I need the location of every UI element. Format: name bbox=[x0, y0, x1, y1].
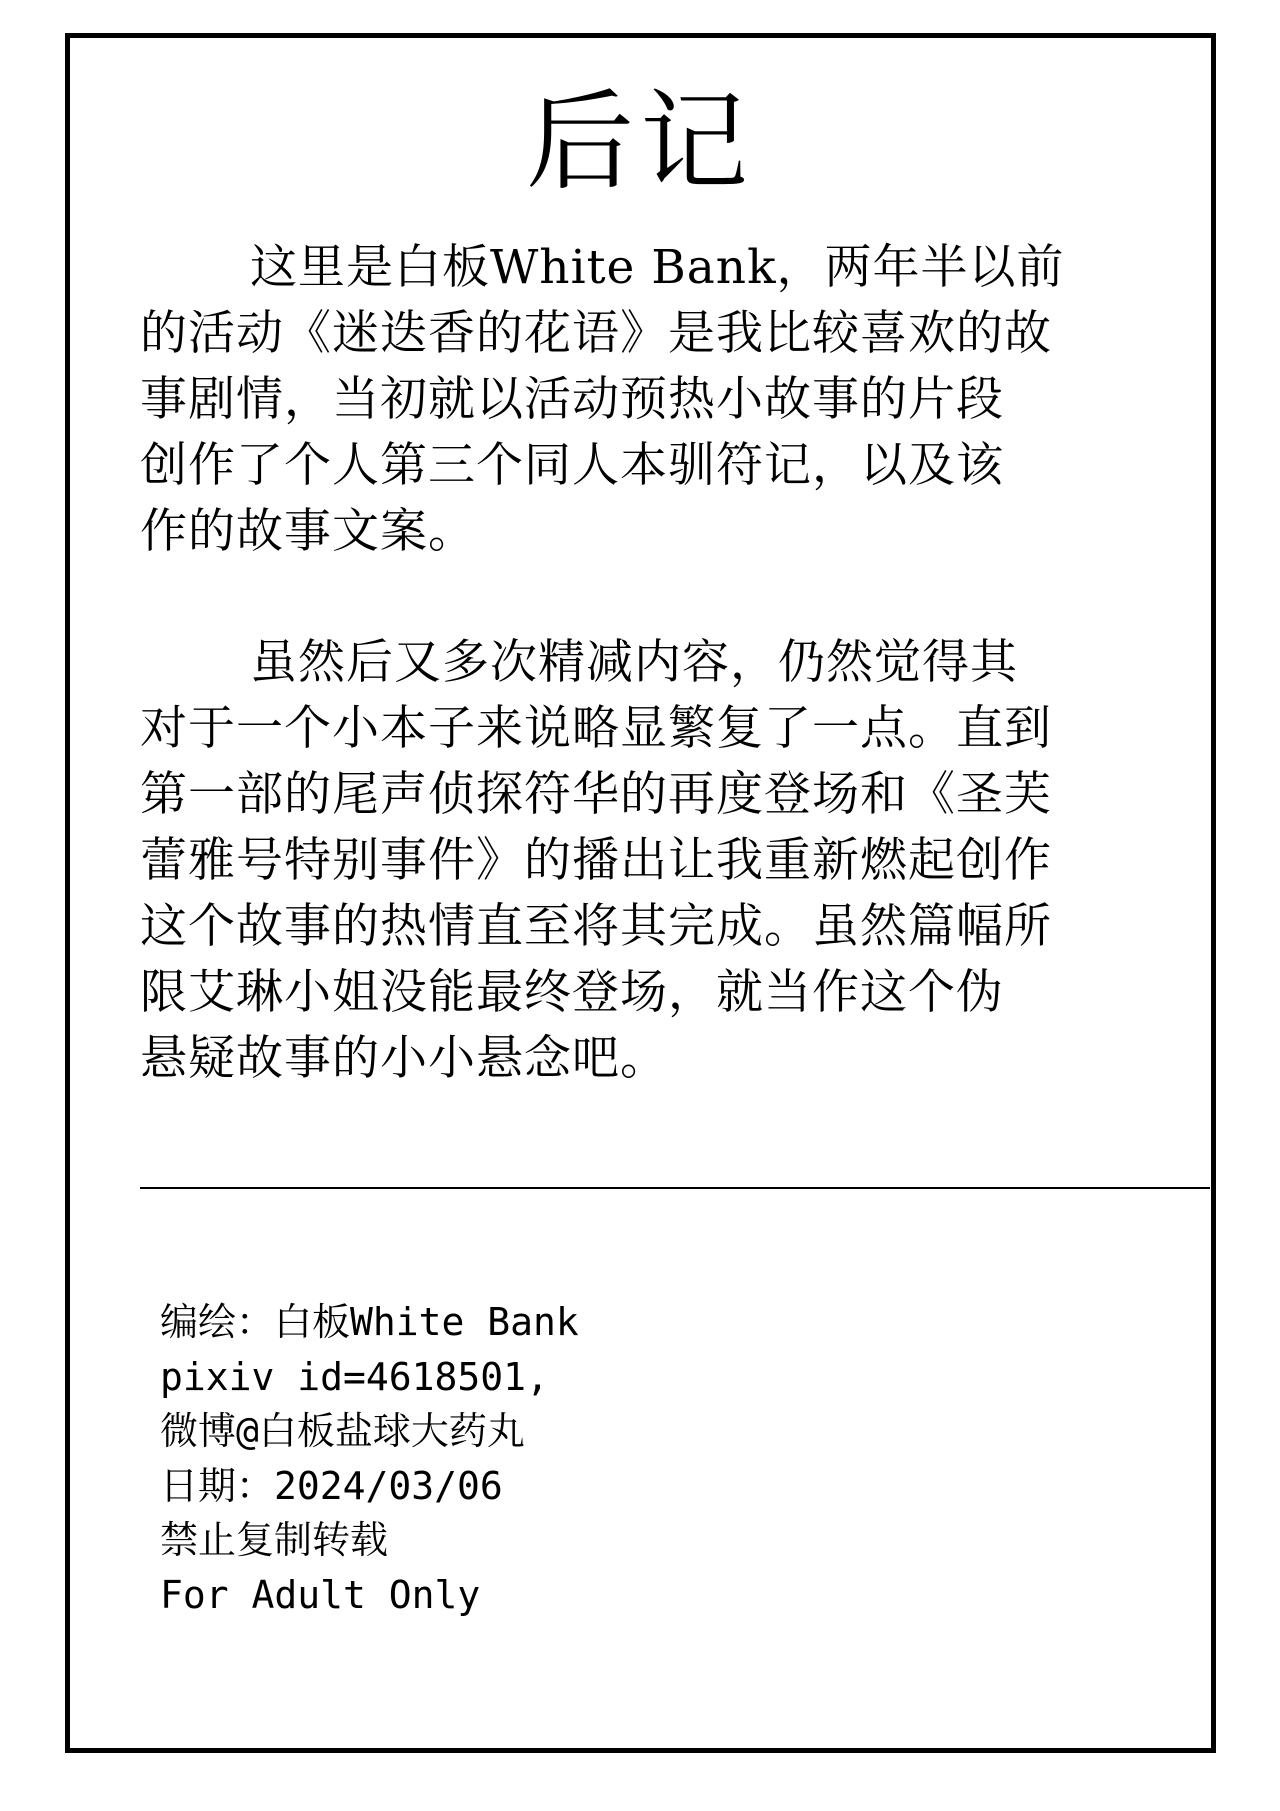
credit-author: 编绘：白板White Bank bbox=[160, 1300, 579, 1344]
section-divider bbox=[140, 1187, 1210, 1189]
credit-copyright: 禁止复制转载 bbox=[160, 1518, 389, 1562]
paragraph-line: 事剧情，当初就以活动预热小故事的片段 bbox=[140, 372, 1004, 427]
paragraph-line: 的活动《迷迭香的花语》是我比较喜欢的故 bbox=[140, 306, 1052, 361]
paragraph-line: 作的故事文案。 bbox=[140, 504, 476, 559]
credit-pixiv: pixiv id=4618501, bbox=[160, 1354, 549, 1399]
credit-date: 日期：2024/03/06 bbox=[160, 1463, 503, 1508]
paragraph-line: 这里是白板White Bank，两年半以前 bbox=[250, 240, 1065, 295]
paragraph-line: 这个故事的热情直至将其完成。虽然篇幅所 bbox=[140, 899, 1052, 954]
credit-rating: For Adult Only bbox=[160, 1572, 481, 1617]
paragraph-line: 对于一个小本子来说略显繁复了一点。直到 bbox=[140, 701, 1052, 756]
paragraph-line: 第一部的尾声侦探符华的再度登场和《圣芙 bbox=[140, 767, 1052, 822]
paragraph-line: 悬疑故事的小小悬念吧。 bbox=[140, 1031, 668, 1086]
afterword-paragraph-1 bbox=[140, 235, 1180, 565]
paragraph-line: 创作了个人第三个同人本驯符记，以及该 bbox=[140, 438, 1004, 493]
paragraph-line: 限艾琳小姐没能最终登场，就当作这个伪 bbox=[140, 965, 1004, 1020]
credits-block bbox=[160, 1295, 579, 1622]
afterword-paragraph-2 bbox=[140, 630, 1180, 1092]
credit-weibo: 微博@白板盐球大药丸 bbox=[160, 1409, 525, 1453]
paragraph-line: 虽然后又多次精减内容，仍然觉得其 bbox=[250, 635, 1018, 690]
page-title: 后记 bbox=[525, 80, 754, 205]
paragraph-line: 蕾雅号特别事件》的播出让我重新燃起创作 bbox=[140, 833, 1052, 888]
